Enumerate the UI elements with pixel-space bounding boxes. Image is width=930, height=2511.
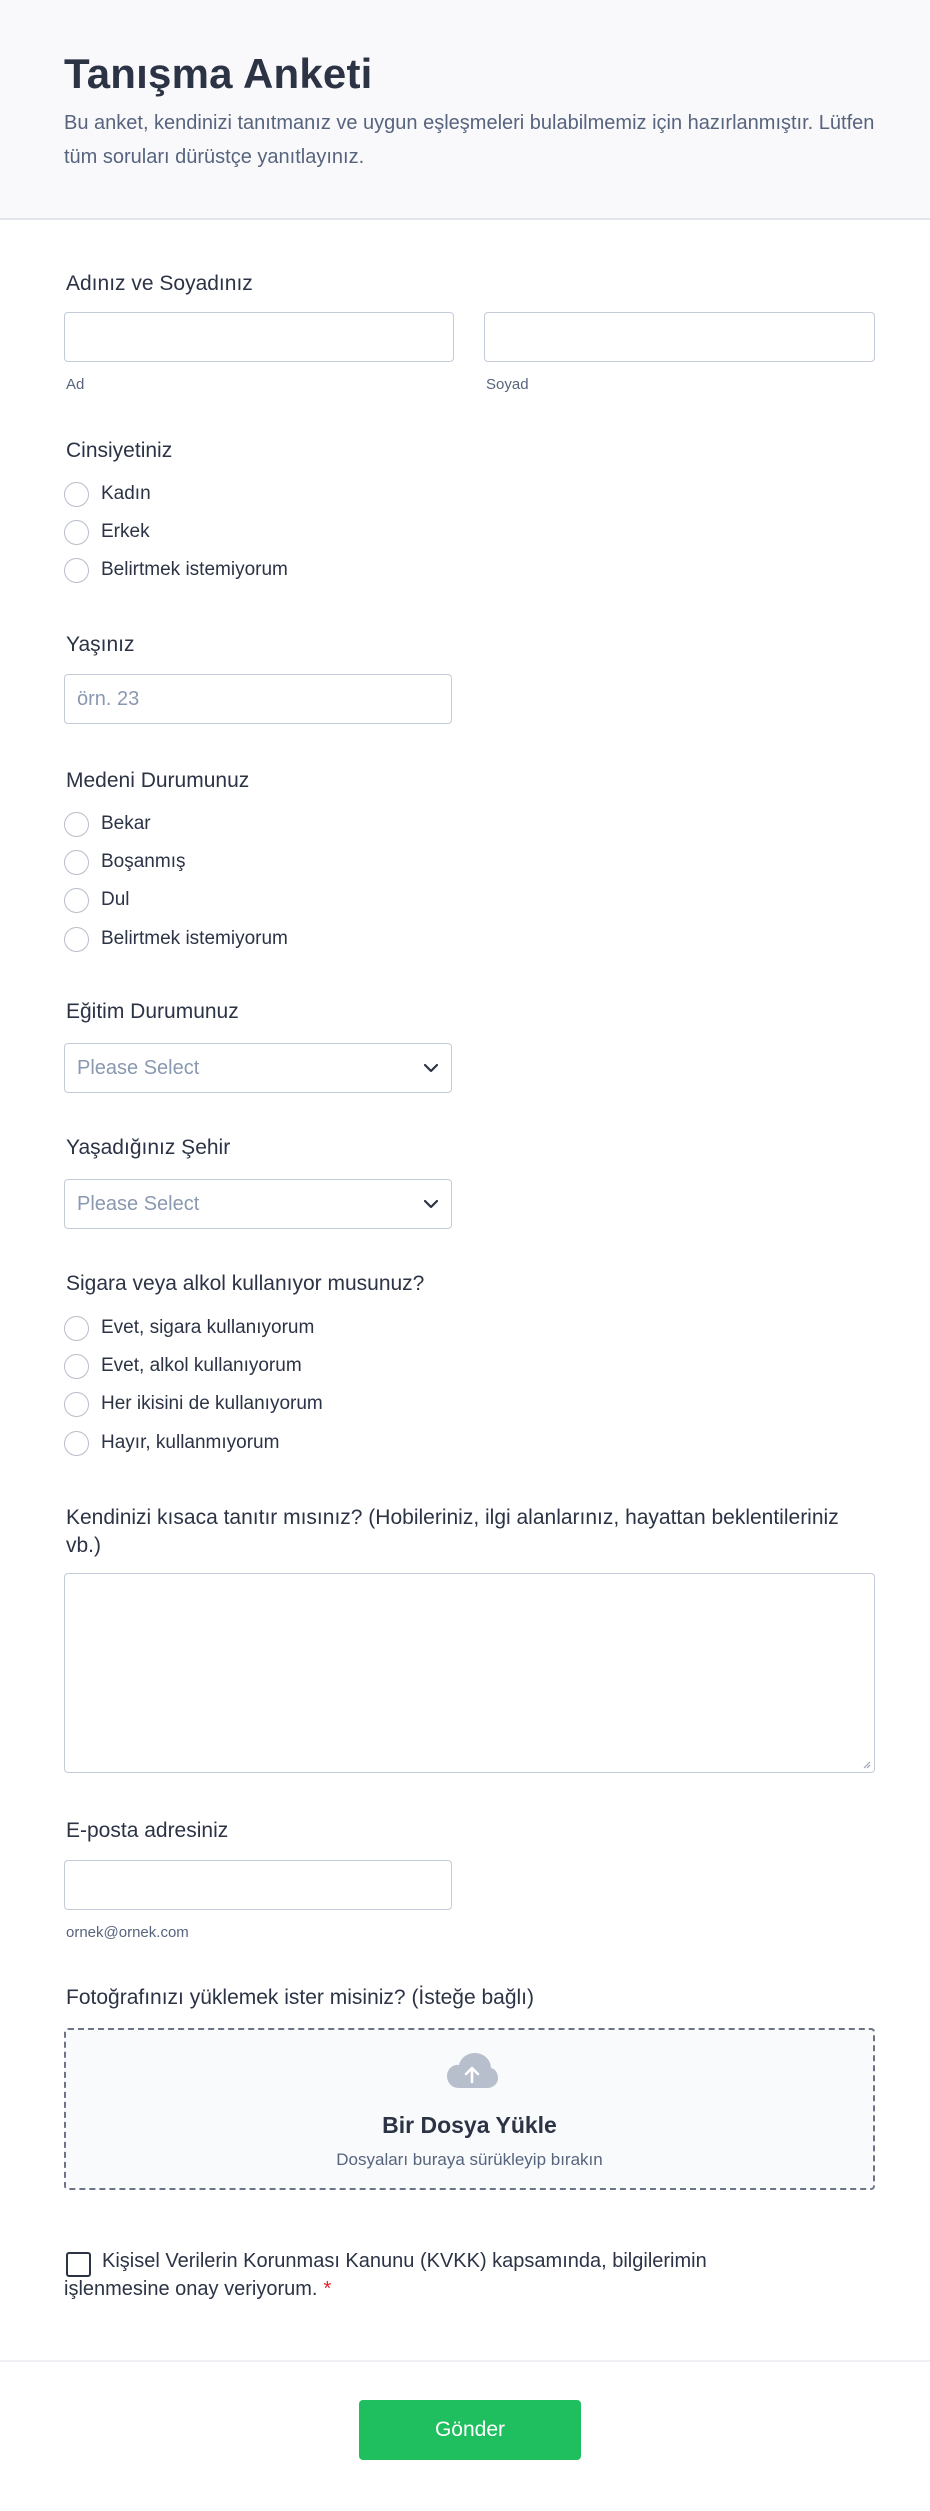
gender-option-female[interactable] [64, 479, 151, 509]
habits-option-both[interactable] [64, 1389, 323, 1419]
marital-option-single[interactable] [64, 809, 151, 839]
radio-button[interactable] [64, 1316, 89, 1341]
habits-option-alcohol[interactable] [64, 1351, 302, 1381]
submit-button[interactable]: Gönder [359, 2400, 581, 2460]
required-mark: * [323, 2278, 332, 2300]
select-value: Please Select [77, 1192, 200, 1215]
upload-title: Bir Dosya Yükle [382, 2112, 557, 2138]
radio-button[interactable] [64, 1392, 89, 1417]
gender-option-male[interactable] [64, 517, 150, 547]
age-label: Yaşınız [66, 633, 135, 656]
gender-label: Cinsiyetiniz [66, 439, 173, 462]
resize-handle-icon[interactable] [861, 1759, 871, 1769]
form-description: Bu anket, kendinizi tanıtmanız ve uygun eşleşmeleri bulabilmemiz için hazırlanmıştır. Lütfen tüm soruları dürüstçe yanıtlayınız. [64, 112, 875, 168]
city-select[interactable] [64, 1179, 452, 1229]
consent-label: Kişisel Verilerin Korunması Kanunu (KVKK) kapsamında, bilgilerimin işlenmesine onay veriyorum. [64, 2250, 707, 2300]
radio-label: Belirtmek istemiyorum [101, 928, 288, 949]
radio-button[interactable] [64, 927, 89, 952]
email-input[interactable] [64, 1860, 452, 1910]
habits-option-smoke[interactable] [64, 1313, 314, 1343]
marital-option-divorced[interactable] [64, 847, 185, 877]
form-title: Tanışma Anketi [64, 50, 373, 97]
radio-button[interactable] [64, 1354, 89, 1379]
city-label: Yaşadığınız Şehir [66, 1136, 231, 1159]
radio-button[interactable] [64, 482, 89, 507]
radio-button[interactable] [64, 520, 89, 545]
education-label: Eğitim Durumunuz [66, 1000, 239, 1023]
radio-label: Boşanmış [101, 851, 186, 872]
radio-button[interactable] [64, 558, 89, 583]
education-select[interactable] [64, 1043, 452, 1093]
habits-label: Sigara veya alkol kullanıyor musunuz? [66, 1272, 425, 1295]
photo-label: Fotoğrafınızı yüklemek ister misiniz? (İsteğe bağlı) [66, 1986, 535, 2009]
marital-label: Medeni Durumunuz [66, 769, 250, 792]
cloud-upload-icon [446, 2052, 498, 2090]
radio-button[interactable] [64, 1431, 89, 1456]
radio-label: Evet, alkol kullanıyorum [101, 1355, 302, 1376]
first-name-input[interactable] [64, 312, 454, 362]
chevron-down-icon [423, 1199, 439, 1209]
habits-option-none[interactable] [64, 1428, 279, 1458]
footer-divider [0, 2360, 930, 2362]
radio-button[interactable] [64, 850, 89, 875]
age-input[interactable] [64, 674, 452, 724]
marital-option-unspecified[interactable] [64, 924, 288, 954]
form-header [0, 0, 930, 220]
select-value: Please Select [77, 1056, 200, 1079]
radio-label: Her ikisini de kullanıyorum [101, 1393, 323, 1414]
radio-label: Belirtmek istemiyorum [101, 559, 288, 580]
gender-option-unspecified[interactable] [64, 555, 288, 585]
radio-label: Hayır, kullanmıyorum [101, 1432, 280, 1453]
last-name-sublabel: Soyad [486, 376, 529, 393]
file-upload-dropzone[interactable] [64, 2028, 875, 2190]
email-sublabel: ornek@ornek.com [66, 1924, 189, 1941]
marital-option-widowed[interactable] [64, 885, 130, 915]
chevron-down-icon [423, 1063, 439, 1073]
radio-button[interactable] [64, 888, 89, 913]
radio-label: Bekar [101, 813, 151, 834]
radio-label: Evet, sigara kullanıyorum [101, 1317, 315, 1338]
email-label: E-posta adresiniz [66, 1819, 229, 1842]
about-label: Kendinizi kısaca tanıtır mısınız? (Hobileriniz, ilgi alanlarınız, hayattan beklentileriniz vb.) [66, 1506, 839, 1557]
radio-label: Erkek [101, 521, 150, 542]
radio-label: Kadın [101, 483, 151, 504]
consent-text [64, 2247, 784, 2303]
last-name-input[interactable] [484, 312, 875, 362]
first-name-sublabel: Ad [66, 376, 85, 393]
name-label: Adınız ve Soyadınız [66, 272, 253, 295]
upload-subtitle: Dosyaları buraya sürükleyip bırakın [336, 2150, 603, 2169]
about-textarea[interactable] [64, 1573, 875, 1773]
radio-button[interactable] [64, 812, 89, 837]
radio-label: Dul [101, 889, 130, 910]
